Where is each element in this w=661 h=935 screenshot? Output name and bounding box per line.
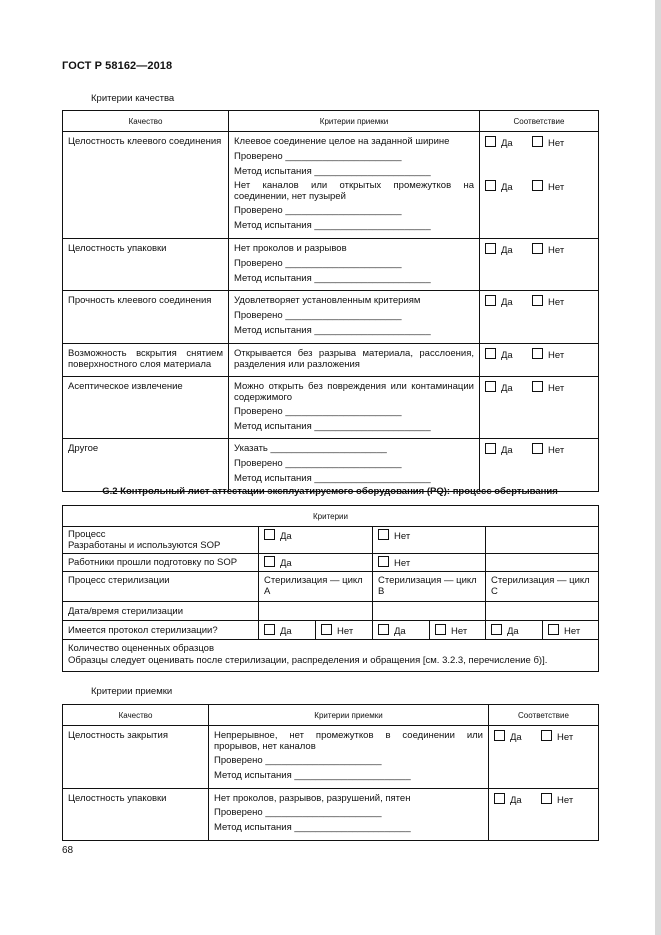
criteria-line: Клеевое соединение целое на заданной ширине — [234, 136, 450, 147]
table-row — [63, 572, 599, 602]
yes-label: Да — [501, 349, 513, 361]
column-header: Соответствие — [489, 705, 599, 726]
no-option[interactable] — [373, 554, 486, 572]
yes-option[interactable] — [494, 793, 541, 808]
yes-label: Да — [280, 558, 292, 569]
table-row — [63, 291, 599, 343]
quality-cell: Целостность клеевого соединения — [63, 132, 229, 239]
datetime-cell[interactable] — [259, 602, 373, 621]
checkbox[interactable] — [321, 624, 332, 635]
yes-label: Да — [280, 625, 292, 637]
page-number: 68 — [62, 845, 74, 856]
yes-option[interactable] — [485, 243, 532, 258]
quality-cell: Другое — [63, 439, 229, 491]
checkbox[interactable] — [532, 136, 543, 147]
table-row — [63, 788, 599, 840]
no-option[interactable] — [532, 443, 579, 458]
process-cell — [63, 527, 259, 554]
datetime-label: Дата/время стерилизации — [63, 602, 259, 621]
no-label: Нет — [337, 625, 354, 637]
table-row — [63, 726, 599, 789]
compliance-cell — [480, 132, 599, 239]
checkbox[interactable] — [494, 793, 505, 804]
criteria-cell — [209, 788, 489, 840]
checkbox[interactable] — [378, 556, 389, 567]
section2-heading: G.2 Контрольный лист аттестации эксплуатируемого оборудования (PQ): процесс обертывания — [102, 486, 558, 497]
quality-cell: Асептическое извлечение — [63, 376, 229, 439]
no-option[interactable] — [532, 348, 579, 363]
yes-label: Да — [501, 138, 513, 149]
column-header: Соответствие — [480, 111, 599, 132]
table-row — [63, 554, 599, 572]
checkbox[interactable] — [532, 381, 543, 392]
checked-line: Проверено ______________________ — [214, 807, 382, 819]
section3-caption: Критерии приемки — [91, 686, 173, 697]
no-label: Нет — [557, 732, 574, 743]
no-label: Нет — [451, 625, 468, 637]
method-line: Метод испытания ______________________ — [214, 769, 411, 781]
quality-cell: Возможность вскрытия снятием поверхностного слоя материала — [63, 343, 229, 376]
no-option[interactable] — [316, 621, 373, 640]
checkbox[interactable] — [485, 443, 496, 454]
samples-label: Количество оцененных образцов — [68, 643, 215, 654]
yes-option[interactable] — [494, 730, 541, 745]
yes-option[interactable] — [485, 443, 532, 458]
yes-option[interactable] — [485, 381, 532, 396]
quality-cell: Целостность упаковки — [63, 238, 229, 290]
trained-label: Работники прошли подготовку по SOP — [63, 554, 259, 572]
yes-label: Да — [394, 625, 406, 637]
quality-cell: Целостность закрытия — [63, 726, 209, 789]
checkbox[interactable] — [485, 381, 496, 392]
specify-line: Указать ______________________ — [234, 443, 387, 455]
yes-option[interactable] — [485, 136, 532, 151]
no-label: Нет — [548, 349, 565, 361]
empty-cell — [486, 554, 599, 572]
no-label: Нет — [548, 244, 565, 256]
no-option[interactable] — [541, 793, 588, 808]
samples-cell — [63, 640, 599, 672]
sterilization-process-label: Процесс стерилизации — [63, 572, 259, 602]
no-option[interactable] — [532, 136, 579, 151]
checkbox[interactable] — [532, 243, 543, 254]
yes-option[interactable] — [259, 527, 373, 554]
yes-option[interactable] — [259, 554, 373, 572]
no-label: Нет — [548, 445, 565, 457]
checked-line: Проверено ______________________ — [234, 310, 402, 322]
quality-cell: Прочность клеевого соединения — [63, 291, 229, 343]
yes-option[interactable] — [485, 295, 532, 310]
no-label: Нет — [394, 558, 411, 569]
column-header: Критерии приемки — [229, 111, 480, 132]
cycle-a-cell: Стерилизация — цикл А — [259, 572, 373, 602]
checkbox[interactable] — [541, 793, 552, 804]
compliance-cell — [489, 726, 599, 789]
page-edge — [655, 0, 661, 935]
table-header-row — [63, 111, 599, 132]
no-label: Нет — [564, 625, 581, 637]
yes-option[interactable] — [485, 180, 532, 195]
checked-line: Проверено ______________________ — [234, 405, 402, 417]
datetime-cell[interactable] — [486, 602, 599, 621]
yes-label: Да — [501, 244, 513, 256]
datetime-cell[interactable] — [373, 602, 486, 621]
criteria-line: Нет каналов или открытых промежутков на соединении, нет пузырей — [234, 180, 474, 203]
no-option[interactable] — [430, 621, 486, 640]
acceptance-criteria-table — [62, 704, 599, 841]
no-option[interactable] — [532, 243, 579, 258]
table-row — [63, 343, 599, 376]
checked-line: Проверено ______________________ — [234, 205, 402, 217]
criteria-line: Удовлетворяет установленным критериям — [234, 295, 421, 307]
method-line: Метод испытания ______________________ — [234, 272, 431, 284]
table-row — [63, 527, 599, 554]
samples-note: Образцы следует оценивать после стерилизации, распределения и обращения [см. 3.2.3, перечисление б)]. — [68, 654, 548, 666]
method-line: Метод испытания ______________________ — [234, 324, 431, 336]
checkbox[interactable] — [485, 180, 496, 191]
no-option[interactable] — [373, 527, 486, 554]
compliance-cell — [480, 376, 599, 439]
checked-line: Проверено ______________________ — [214, 755, 382, 766]
no-label: Нет — [548, 297, 565, 309]
yes-label: Да — [507, 625, 519, 637]
checkbox[interactable] — [532, 295, 543, 306]
checkbox[interactable] — [485, 243, 496, 254]
no-label: Нет — [548, 382, 565, 394]
table-row — [63, 621, 599, 640]
yes-label: Да — [501, 445, 513, 457]
criteria-line: Открывается без разрыва материала, расслоения, разделения или разложения — [234, 347, 474, 370]
yes-label: Да — [501, 382, 513, 394]
table-row — [63, 439, 599, 491]
no-option[interactable] — [543, 621, 599, 640]
checked-line: Проверено ______________________ — [234, 150, 402, 162]
quality-cell: Целостность упаковки — [63, 788, 209, 840]
yes-label: Да — [280, 531, 292, 542]
document-header: ГОСТ Р 58162—2018 — [62, 60, 173, 72]
checkbox[interactable] — [264, 556, 275, 567]
method-line: Метод испытания ______________________ — [234, 420, 431, 432]
cycle-c-cell: Стерилизация — цикл С — [486, 572, 599, 602]
checkbox[interactable] — [378, 529, 389, 540]
criteria-line: Непрерывное, нет промежутков в соединении или прорывов, нет каналов — [214, 730, 483, 752]
table-header-row — [63, 506, 599, 527]
table-row — [63, 132, 599, 239]
pq-criteria-table — [62, 505, 599, 672]
criteria-line: Можно открыть без повреждения или контаминации содержимого — [234, 380, 474, 403]
table-header-row — [63, 705, 599, 726]
criteria-line: Нет проколов и разрывов — [234, 242, 347, 254]
checkbox[interactable] — [264, 624, 275, 635]
section1-caption: Критерии качества — [91, 93, 175, 104]
yes-label: Да — [501, 181, 513, 193]
criteria-line: Нет проколов, разрывов, разрушений, пятен — [214, 792, 411, 804]
table-row — [63, 376, 599, 439]
criteria-cell — [229, 238, 480, 290]
checkbox[interactable] — [485, 348, 496, 359]
no-label: Нет — [557, 794, 574, 806]
sop-label: Разработаны и используются SOP — [68, 540, 221, 551]
checkbox[interactable] — [494, 730, 505, 741]
no-label: Нет — [548, 138, 565, 149]
method-line: Метод испытания ______________________ — [214, 822, 411, 834]
yes-label: Да — [510, 732, 522, 743]
empty-cell — [486, 527, 599, 554]
criteria-cell — [229, 291, 480, 343]
checked-line: Проверено ______________________ — [234, 257, 402, 269]
checkbox[interactable] — [541, 730, 552, 741]
checkbox[interactable] — [485, 136, 496, 147]
protocol-label: Имеется протокол стерилизации? — [63, 621, 259, 640]
method-line: Метод испытания ______________________ — [234, 220, 431, 232]
no-option[interactable] — [532, 180, 579, 195]
criteria-cell — [229, 439, 480, 491]
cycle-b-cell: Стерилизация — цикл В — [373, 572, 486, 602]
criteria-cell — [209, 726, 489, 789]
criteria-cell — [229, 132, 480, 239]
checked-line: Проверено ______________________ — [234, 458, 402, 470]
compliance-cell — [480, 238, 599, 290]
compliance-cell — [480, 439, 599, 491]
yes-label: Да — [501, 297, 513, 309]
compliance-cell — [480, 343, 599, 376]
criteria-cell — [229, 343, 480, 376]
checkbox[interactable] — [264, 529, 275, 540]
column-header: Качество — [63, 705, 209, 726]
table-row — [63, 640, 599, 672]
method-line: Метод испытания ______________________ — [234, 165, 431, 177]
column-header: Критерии приемки — [209, 705, 489, 726]
checkbox[interactable] — [532, 180, 543, 191]
no-label: Нет — [394, 531, 411, 542]
yes-option[interactable] — [259, 621, 316, 640]
checkbox[interactable] — [532, 443, 543, 454]
criteria-cell — [229, 376, 480, 439]
checkbox[interactable] — [485, 295, 496, 306]
column-header: Качество — [63, 111, 229, 132]
no-option[interactable] — [532, 381, 579, 396]
checkbox[interactable] — [378, 624, 389, 635]
no-label: Нет — [548, 181, 565, 193]
checkbox[interactable] — [491, 624, 502, 635]
table-row — [63, 238, 599, 290]
compliance-cell — [480, 291, 599, 343]
yes-option[interactable] — [485, 348, 532, 363]
compliance-cell — [489, 788, 599, 840]
table-title: Критерии — [63, 506, 599, 527]
no-option[interactable] — [541, 730, 588, 745]
checkbox[interactable] — [532, 348, 543, 359]
no-option[interactable] — [532, 295, 579, 310]
yes-label: Да — [510, 794, 522, 806]
yes-option[interactable] — [373, 621, 430, 640]
checkbox[interactable] — [548, 624, 559, 635]
table-row — [63, 602, 599, 621]
process-label: Процесс — [68, 529, 106, 540]
yes-option[interactable] — [486, 621, 543, 640]
quality-criteria-table — [62, 110, 599, 492]
method-line: Метод испытания ______________________ — [234, 472, 431, 484]
checkbox[interactable] — [435, 624, 446, 635]
